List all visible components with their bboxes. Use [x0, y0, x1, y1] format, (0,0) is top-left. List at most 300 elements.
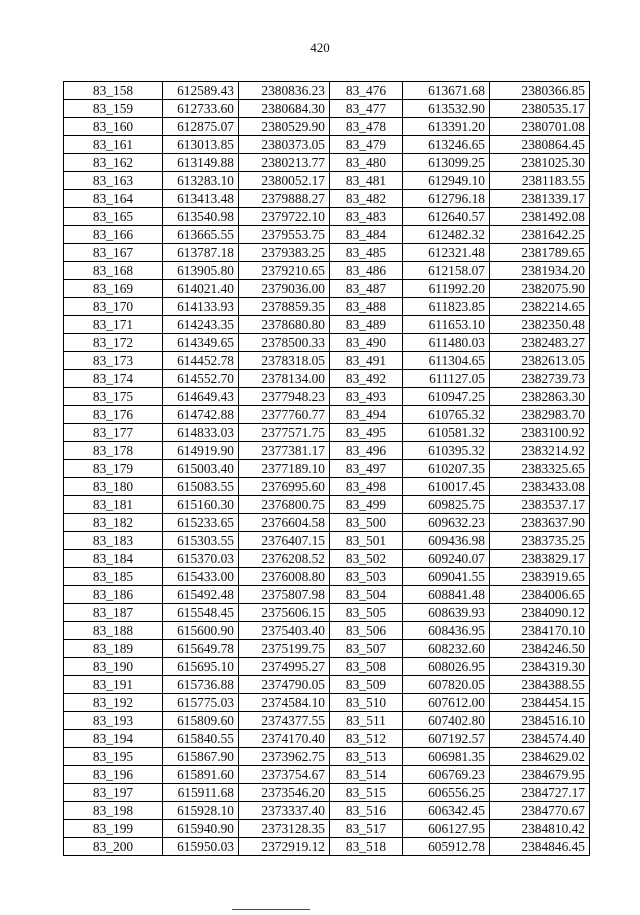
point-id-cell: 83_183 — [64, 532, 163, 550]
table-row — [64, 784, 590, 802]
x-coordinate-cell: 615303.55 — [163, 532, 239, 550]
table-row — [64, 208, 590, 226]
x-coordinate-cell: 606556.25 — [403, 784, 490, 802]
table-row — [64, 532, 590, 550]
point-id-cell: 83_192 — [64, 694, 163, 712]
x-coordinate-cell: 613149.88 — [163, 154, 239, 172]
table-row — [64, 766, 590, 784]
y-coordinate-cell: 2383325.65 — [490, 460, 590, 478]
x-coordinate-cell: 615083.55 — [163, 478, 239, 496]
x-coordinate-cell: 612949.10 — [403, 172, 490, 190]
point-id-cell: 83_182 — [64, 514, 163, 532]
x-coordinate-cell: 608639.93 — [403, 604, 490, 622]
x-coordinate-cell: 606981.35 — [403, 748, 490, 766]
x-coordinate-cell: 607192.57 — [403, 730, 490, 748]
point-id-cell: 83_476 — [330, 82, 403, 100]
x-coordinate-cell: 615370.03 — [163, 550, 239, 568]
page-number: 420 — [310, 40, 330, 55]
table-row — [64, 802, 590, 820]
y-coordinate-cell: 2381339.17 — [490, 190, 590, 208]
point-id-cell: 83_175 — [64, 388, 163, 406]
point-id-cell: 83_518 — [330, 838, 403, 856]
y-coordinate-cell: 2379383.25 — [239, 244, 330, 262]
y-coordinate-cell: 2384170.10 — [490, 622, 590, 640]
table-row — [64, 676, 590, 694]
point-id-cell: 83_496 — [330, 442, 403, 460]
point-id-cell: 83_477 — [330, 100, 403, 118]
x-coordinate-cell: 614349.65 — [163, 334, 239, 352]
point-id-cell: 83_511 — [330, 712, 403, 730]
x-coordinate-cell: 613246.65 — [403, 136, 490, 154]
point-id-cell: 83_185 — [64, 568, 163, 586]
y-coordinate-cell: 2380373.05 — [239, 136, 330, 154]
x-coordinate-cell: 608841.48 — [403, 586, 490, 604]
point-id-cell: 83_503 — [330, 568, 403, 586]
y-coordinate-cell: 2374995.27 — [239, 658, 330, 676]
point-id-cell: 83_510 — [330, 694, 403, 712]
y-coordinate-cell: 2376407.15 — [239, 532, 330, 550]
y-coordinate-cell: 2376604.58 — [239, 514, 330, 532]
point-id-cell: 83_492 — [330, 370, 403, 388]
x-coordinate-cell: 609825.75 — [403, 496, 490, 514]
y-coordinate-cell: 2384454.15 — [490, 694, 590, 712]
point-id-cell: 83_500 — [330, 514, 403, 532]
y-coordinate-cell: 2375807.98 — [239, 586, 330, 604]
y-coordinate-cell: 2378680.80 — [239, 316, 330, 334]
x-coordinate-cell: 614649.43 — [163, 388, 239, 406]
x-coordinate-cell: 615950.03 — [163, 838, 239, 856]
table-row — [64, 370, 590, 388]
table-row — [64, 820, 590, 838]
y-coordinate-cell: 2384006.65 — [490, 586, 590, 604]
point-id-cell: 83_186 — [64, 586, 163, 604]
table-row — [64, 82, 590, 100]
y-coordinate-cell: 2383433.08 — [490, 478, 590, 496]
x-coordinate-cell: 615003.40 — [163, 460, 239, 478]
y-coordinate-cell: 2383537.17 — [490, 496, 590, 514]
point-id-cell: 83_190 — [64, 658, 163, 676]
y-coordinate-cell: 2381789.65 — [490, 244, 590, 262]
page-bottom-mark — [232, 909, 310, 910]
point-id-cell: 83_200 — [64, 838, 163, 856]
y-coordinate-cell: 2383735.25 — [490, 532, 590, 550]
table-row — [64, 100, 590, 118]
y-coordinate-cell: 2377381.17 — [239, 442, 330, 460]
point-id-cell: 83_161 — [64, 136, 163, 154]
x-coordinate-cell: 613283.10 — [163, 172, 239, 190]
table-row — [64, 334, 590, 352]
y-coordinate-cell: 2382214.65 — [490, 298, 590, 316]
point-id-cell: 83_188 — [64, 622, 163, 640]
point-id-cell: 83_499 — [330, 496, 403, 514]
x-coordinate-cell: 615548.45 — [163, 604, 239, 622]
table-row — [64, 244, 590, 262]
y-coordinate-cell: 2380213.77 — [239, 154, 330, 172]
x-coordinate-cell: 612875.07 — [163, 118, 239, 136]
y-coordinate-cell: 2377189.10 — [239, 460, 330, 478]
coordinates-table-body — [64, 82, 590, 856]
point-id-cell: 83_159 — [64, 100, 163, 118]
y-coordinate-cell: 2373754.67 — [239, 766, 330, 784]
x-coordinate-cell: 612640.57 — [403, 208, 490, 226]
y-coordinate-cell: 2373128.35 — [239, 820, 330, 838]
table-row — [64, 514, 590, 532]
table-row — [64, 298, 590, 316]
y-coordinate-cell: 2384246.50 — [490, 640, 590, 658]
x-coordinate-cell: 611992.20 — [403, 280, 490, 298]
x-coordinate-cell: 610947.25 — [403, 388, 490, 406]
x-coordinate-cell: 613671.68 — [403, 82, 490, 100]
y-coordinate-cell: 2379553.75 — [239, 226, 330, 244]
x-coordinate-cell: 607612.00 — [403, 694, 490, 712]
x-coordinate-cell: 615867.90 — [163, 748, 239, 766]
x-coordinate-cell: 613665.55 — [163, 226, 239, 244]
point-id-cell: 83_489 — [330, 316, 403, 334]
table-row — [64, 442, 590, 460]
y-coordinate-cell: 2377948.23 — [239, 388, 330, 406]
table-row — [64, 406, 590, 424]
point-id-cell: 83_170 — [64, 298, 163, 316]
y-coordinate-cell: 2384810.42 — [490, 820, 590, 838]
y-coordinate-cell: 2378500.33 — [239, 334, 330, 352]
point-id-cell: 83_162 — [64, 154, 163, 172]
y-coordinate-cell: 2379210.65 — [239, 262, 330, 280]
point-id-cell: 83_482 — [330, 190, 403, 208]
x-coordinate-cell: 615940.90 — [163, 820, 239, 838]
point-id-cell: 83_181 — [64, 496, 163, 514]
y-coordinate-cell: 2376995.60 — [239, 478, 330, 496]
y-coordinate-cell: 2375606.15 — [239, 604, 330, 622]
point-id-cell: 83_164 — [64, 190, 163, 208]
x-coordinate-cell: 606769.23 — [403, 766, 490, 784]
y-coordinate-cell: 2376008.80 — [239, 568, 330, 586]
point-id-cell: 83_194 — [64, 730, 163, 748]
point-id-cell: 83_493 — [330, 388, 403, 406]
point-id-cell: 83_517 — [330, 820, 403, 838]
y-coordinate-cell: 2379036.00 — [239, 280, 330, 298]
point-id-cell: 83_165 — [64, 208, 163, 226]
table-row — [64, 550, 590, 568]
x-coordinate-cell: 610581.32 — [403, 424, 490, 442]
point-id-cell: 83_501 — [330, 532, 403, 550]
y-coordinate-cell: 2384090.12 — [490, 604, 590, 622]
point-id-cell: 83_504 — [330, 586, 403, 604]
y-coordinate-cell: 2379722.10 — [239, 208, 330, 226]
x-coordinate-cell: 613013.85 — [163, 136, 239, 154]
x-coordinate-cell: 610395.32 — [403, 442, 490, 460]
y-coordinate-cell: 2380529.90 — [239, 118, 330, 136]
x-coordinate-cell: 612796.18 — [403, 190, 490, 208]
table-row — [64, 262, 590, 280]
y-coordinate-cell: 2376208.52 — [239, 550, 330, 568]
table-row — [64, 172, 590, 190]
point-id-cell: 83_176 — [64, 406, 163, 424]
x-coordinate-cell: 613532.90 — [403, 100, 490, 118]
table-row — [64, 622, 590, 640]
table-row — [64, 730, 590, 748]
x-coordinate-cell: 615809.60 — [163, 712, 239, 730]
y-coordinate-cell: 2382739.73 — [490, 370, 590, 388]
point-id-cell: 83_187 — [64, 604, 163, 622]
x-coordinate-cell: 615911.68 — [163, 784, 239, 802]
x-coordinate-cell: 615492.48 — [163, 586, 239, 604]
point-id-cell: 83_198 — [64, 802, 163, 820]
x-coordinate-cell: 614742.88 — [163, 406, 239, 424]
point-id-cell: 83_184 — [64, 550, 163, 568]
point-id-cell: 83_494 — [330, 406, 403, 424]
y-coordinate-cell: 2383100.92 — [490, 424, 590, 442]
point-id-cell: 83_180 — [64, 478, 163, 496]
x-coordinate-cell: 609632.23 — [403, 514, 490, 532]
point-id-cell: 83_502 — [330, 550, 403, 568]
x-coordinate-cell: 614552.70 — [163, 370, 239, 388]
point-id-cell: 83_507 — [330, 640, 403, 658]
x-coordinate-cell: 609436.98 — [403, 532, 490, 550]
y-coordinate-cell: 2373546.20 — [239, 784, 330, 802]
table-row — [64, 136, 590, 154]
y-coordinate-cell: 2376800.75 — [239, 496, 330, 514]
point-id-cell: 83_512 — [330, 730, 403, 748]
point-id-cell: 83_509 — [330, 676, 403, 694]
y-coordinate-cell: 2382983.70 — [490, 406, 590, 424]
x-coordinate-cell: 614133.93 — [163, 298, 239, 316]
table-row — [64, 640, 590, 658]
y-coordinate-cell: 2381183.55 — [490, 172, 590, 190]
point-id-cell: 83_479 — [330, 136, 403, 154]
y-coordinate-cell: 2382863.30 — [490, 388, 590, 406]
table-row — [64, 694, 590, 712]
x-coordinate-cell: 612482.32 — [403, 226, 490, 244]
table-row — [64, 604, 590, 622]
coordinates-table — [63, 81, 590, 856]
y-coordinate-cell: 2379888.27 — [239, 190, 330, 208]
x-coordinate-cell: 605912.78 — [403, 838, 490, 856]
x-coordinate-cell: 615233.65 — [163, 514, 239, 532]
x-coordinate-cell: 613905.80 — [163, 262, 239, 280]
y-coordinate-cell: 2383214.92 — [490, 442, 590, 460]
table-row — [64, 226, 590, 244]
y-coordinate-cell: 2381025.30 — [490, 154, 590, 172]
y-coordinate-cell: 2374377.55 — [239, 712, 330, 730]
point-id-cell: 83_195 — [64, 748, 163, 766]
point-id-cell: 83_505 — [330, 604, 403, 622]
y-coordinate-cell: 2380052.17 — [239, 172, 330, 190]
x-coordinate-cell: 613787.18 — [163, 244, 239, 262]
table-row — [64, 388, 590, 406]
point-id-cell: 83_193 — [64, 712, 163, 730]
x-coordinate-cell: 614243.35 — [163, 316, 239, 334]
point-id-cell: 83_172 — [64, 334, 163, 352]
point-id-cell: 83_168 — [64, 262, 163, 280]
point-id-cell: 83_514 — [330, 766, 403, 784]
point-id-cell: 83_173 — [64, 352, 163, 370]
point-id-cell: 83_169 — [64, 280, 163, 298]
y-coordinate-cell: 2378318.05 — [239, 352, 330, 370]
x-coordinate-cell: 610017.45 — [403, 478, 490, 496]
y-coordinate-cell: 2384574.40 — [490, 730, 590, 748]
y-coordinate-cell: 2384319.30 — [490, 658, 590, 676]
table-row — [64, 316, 590, 334]
table-row — [64, 190, 590, 208]
y-coordinate-cell: 2373337.40 — [239, 802, 330, 820]
x-coordinate-cell: 611653.10 — [403, 316, 490, 334]
x-coordinate-cell: 611823.85 — [403, 298, 490, 316]
y-coordinate-cell: 2375403.40 — [239, 622, 330, 640]
y-coordinate-cell: 2374170.40 — [239, 730, 330, 748]
table-row — [64, 658, 590, 676]
y-coordinate-cell: 2382075.90 — [490, 280, 590, 298]
point-id-cell: 83_174 — [64, 370, 163, 388]
point-id-cell: 83_171 — [64, 316, 163, 334]
point-id-cell: 83_189 — [64, 640, 163, 658]
x-coordinate-cell: 613391.20 — [403, 118, 490, 136]
y-coordinate-cell: 2384846.45 — [490, 838, 590, 856]
table-row — [64, 838, 590, 856]
table-row — [64, 424, 590, 442]
x-coordinate-cell: 615433.00 — [163, 568, 239, 586]
point-id-cell: 83_196 — [64, 766, 163, 784]
x-coordinate-cell: 615600.90 — [163, 622, 239, 640]
y-coordinate-cell: 2384516.10 — [490, 712, 590, 730]
table-row — [64, 496, 590, 514]
point-id-cell: 83_485 — [330, 244, 403, 262]
y-coordinate-cell: 2380864.45 — [490, 136, 590, 154]
y-coordinate-cell: 2384679.95 — [490, 766, 590, 784]
y-coordinate-cell: 2372919.12 — [239, 838, 330, 856]
x-coordinate-cell: 612321.48 — [403, 244, 490, 262]
x-coordinate-cell: 615736.88 — [163, 676, 239, 694]
y-coordinate-cell: 2373962.75 — [239, 748, 330, 766]
point-id-cell: 83_490 — [330, 334, 403, 352]
point-id-cell: 83_488 — [330, 298, 403, 316]
x-coordinate-cell: 615840.55 — [163, 730, 239, 748]
x-coordinate-cell: 611127.05 — [403, 370, 490, 388]
y-coordinate-cell: 2380701.08 — [490, 118, 590, 136]
x-coordinate-cell: 611480.03 — [403, 334, 490, 352]
x-coordinate-cell: 609041.55 — [403, 568, 490, 586]
point-id-cell: 83_163 — [64, 172, 163, 190]
point-id-cell: 83_481 — [330, 172, 403, 190]
point-id-cell: 83_508 — [330, 658, 403, 676]
x-coordinate-cell: 609240.07 — [403, 550, 490, 568]
point-id-cell: 83_483 — [330, 208, 403, 226]
table-row — [64, 280, 590, 298]
x-coordinate-cell: 612158.07 — [403, 262, 490, 280]
point-id-cell: 83_484 — [330, 226, 403, 244]
x-coordinate-cell: 615775.03 — [163, 694, 239, 712]
y-coordinate-cell: 2381934.20 — [490, 262, 590, 280]
x-coordinate-cell: 607402.80 — [403, 712, 490, 730]
point-id-cell: 83_497 — [330, 460, 403, 478]
x-coordinate-cell: 615928.10 — [163, 802, 239, 820]
point-id-cell: 83_487 — [330, 280, 403, 298]
y-coordinate-cell: 2383919.65 — [490, 568, 590, 586]
x-coordinate-cell: 610207.35 — [403, 460, 490, 478]
point-id-cell: 83_178 — [64, 442, 163, 460]
table-row — [64, 586, 590, 604]
x-coordinate-cell: 612589.43 — [163, 82, 239, 100]
table-row — [64, 712, 590, 730]
y-coordinate-cell: 2375199.75 — [239, 640, 330, 658]
y-coordinate-cell: 2383637.90 — [490, 514, 590, 532]
table-row — [64, 460, 590, 478]
y-coordinate-cell: 2384629.02 — [490, 748, 590, 766]
x-coordinate-cell: 612733.60 — [163, 100, 239, 118]
y-coordinate-cell: 2377760.77 — [239, 406, 330, 424]
y-coordinate-cell: 2378134.00 — [239, 370, 330, 388]
x-coordinate-cell: 613413.48 — [163, 190, 239, 208]
x-coordinate-cell: 611304.65 — [403, 352, 490, 370]
point-id-cell: 83_515 — [330, 784, 403, 802]
point-id-cell: 83_191 — [64, 676, 163, 694]
x-coordinate-cell: 610765.32 — [403, 406, 490, 424]
x-coordinate-cell: 607820.05 — [403, 676, 490, 694]
x-coordinate-cell: 614919.90 — [163, 442, 239, 460]
y-coordinate-cell: 2380366.85 — [490, 82, 590, 100]
point-id-cell: 83_513 — [330, 748, 403, 766]
point-id-cell: 83_179 — [64, 460, 163, 478]
y-coordinate-cell: 2382350.48 — [490, 316, 590, 334]
point-id-cell: 83_486 — [330, 262, 403, 280]
x-coordinate-cell: 615695.10 — [163, 658, 239, 676]
x-coordinate-cell: 614452.78 — [163, 352, 239, 370]
y-coordinate-cell: 2380836.23 — [239, 82, 330, 100]
y-coordinate-cell: 2374584.10 — [239, 694, 330, 712]
point-id-cell: 83_506 — [330, 622, 403, 640]
table-row — [64, 568, 590, 586]
x-coordinate-cell: 614021.40 — [163, 280, 239, 298]
y-coordinate-cell: 2377571.75 — [239, 424, 330, 442]
x-coordinate-cell: 608026.95 — [403, 658, 490, 676]
y-coordinate-cell: 2382483.27 — [490, 334, 590, 352]
x-coordinate-cell: 608232.60 — [403, 640, 490, 658]
y-coordinate-cell: 2384770.67 — [490, 802, 590, 820]
point-id-cell: 83_197 — [64, 784, 163, 802]
point-id-cell: 83_495 — [330, 424, 403, 442]
y-coordinate-cell: 2384388.55 — [490, 676, 590, 694]
table-row — [64, 478, 590, 496]
x-coordinate-cell: 606127.95 — [403, 820, 490, 838]
y-coordinate-cell: 2374790.05 — [239, 676, 330, 694]
y-coordinate-cell: 2380535.17 — [490, 100, 590, 118]
point-id-cell: 83_478 — [330, 118, 403, 136]
point-id-cell: 83_166 — [64, 226, 163, 244]
x-coordinate-cell: 615891.60 — [163, 766, 239, 784]
table-row — [64, 154, 590, 172]
y-coordinate-cell: 2381642.25 — [490, 226, 590, 244]
y-coordinate-cell: 2383829.17 — [490, 550, 590, 568]
x-coordinate-cell: 608436.95 — [403, 622, 490, 640]
y-coordinate-cell: 2381492.08 — [490, 208, 590, 226]
point-id-cell: 83_491 — [330, 352, 403, 370]
point-id-cell: 83_498 — [330, 478, 403, 496]
point-id-cell: 83_199 — [64, 820, 163, 838]
point-id-cell: 83_158 — [64, 82, 163, 100]
y-coordinate-cell: 2378859.35 — [239, 298, 330, 316]
y-coordinate-cell: 2380684.30 — [239, 100, 330, 118]
table-row — [64, 352, 590, 370]
point-id-cell: 83_167 — [64, 244, 163, 262]
point-id-cell: 83_516 — [330, 802, 403, 820]
x-coordinate-cell: 615649.78 — [163, 640, 239, 658]
x-coordinate-cell: 606342.45 — [403, 802, 490, 820]
point-id-cell: 83_480 — [330, 154, 403, 172]
table-row — [64, 748, 590, 766]
y-coordinate-cell: 2382613.05 — [490, 352, 590, 370]
x-coordinate-cell: 613540.98 — [163, 208, 239, 226]
point-id-cell: 83_160 — [64, 118, 163, 136]
point-id-cell: 83_177 — [64, 424, 163, 442]
